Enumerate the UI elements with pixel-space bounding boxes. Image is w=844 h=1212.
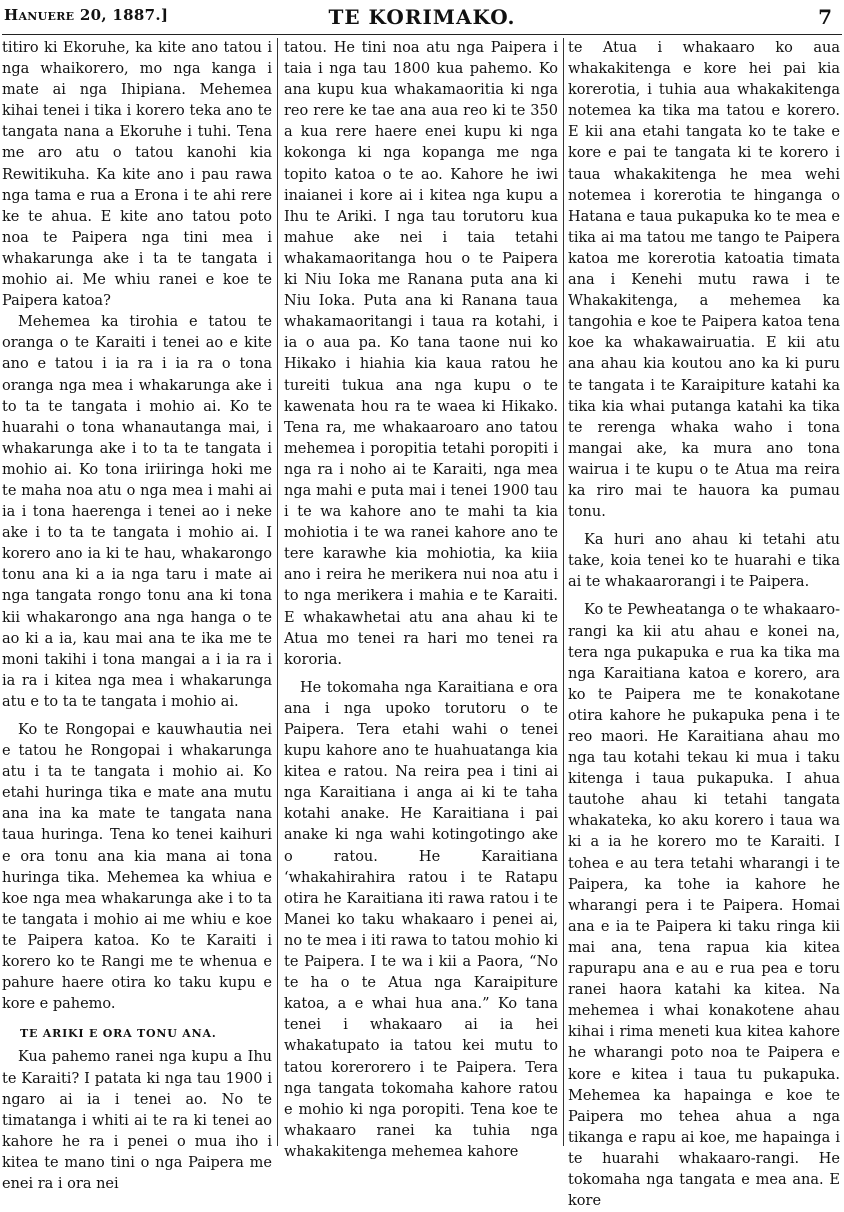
article-paragraph: Ka huri ano ahau ki tetahi atu take, koia tenei ko te huarahi e tika ai te whakaarorangi i te Paipera. bbox=[568, 532, 840, 591]
page-number: 7 bbox=[818, 5, 832, 29]
column-divider bbox=[563, 38, 564, 1146]
text-column-3 bbox=[568, 38, 840, 1210]
article-paragraph: titiro ki Ekoruhe, ka kite ano tatou i nga whaikorero, mo nga kanga i mate ai nga Ihipiana. Mehemea kihai tenei i tika i korero teka ano te tangata nana a Ekoruhe i tuhi. Tena me aro atu o tatou kanohi kia Rewitikuha. Ka kite ano i pau rawa nga tama e rua a Erona i te ahi rere ke te ahua. E kite ano tatou poto noa te Paipera nga tini mea i whakarunga ake i ta te tangata i mohio ai. Me whiu ranei e koe te Paipera katoa? bbox=[2, 40, 272, 310]
text-column-2 bbox=[284, 38, 558, 1160]
article-paragraph: Ko te Pewheatanga o te whakaaro-rangi ka kii atu ahau e konei na, tera nga pukapuka e rua ka tika ma nga Karaitiana katoa e korero, ara ko te Paipera me te konakotane otira kahore he pukapuka pena i te reo maori. He Karaitiana ahau mo nga tau kotahi tekau ki mua i taku kitenga i taua pukapuka. I ahua tautohe ahau ki tetahi tangata whakateka, ko aku korero i taua wa ki a ia he korero mo te Karaiti. I tohea e au tera tetahi wharangi i te Paipera, ka tohe ia kahore he wharangi pera i te Paipera. Homai ana e ia te Paipera ki taku ringa kii mai ana, tena rapua kia kitea rapurapu ana e au e rua pea e toru ranei haora katahi ka kitea. Na mehemea i whai konakotene ahau kihai i rima meneti kua kitea kahore he wharangi poto noa te Paipera e kore e kitea i taua tu pukapuka. Mehemea ka hapainga e koe te Paipera mo tehea ahua a nga tikanga e rapu ai koe, me hapainga i te huarahi whakaaro-rangi. He tokomaha nga tangata e mea ana. E kore bbox=[568, 602, 840, 1210]
column-divider bbox=[277, 38, 278, 1146]
article-paragraph: tatou. He tini noa atu nga Paipera i taia i nga tau 1800 kua pahemo. Ko ana kupu kua whakamaoritia ki nga reo rere ke tae ana aua reo ki te 350 a kua rere haere enei kupu ki nga kokonga ki nga kopanga me nga topito katoa o te ao. Kahore he iwi inaianei i kore ai i kitea nga kupu a Ihu te Ariki. I nga tau torutoru kua mahue ake nei i taia tetahi whakamaoritanga hou o te Paipera ki Niu Ioka me Ranana puta ana ki Niu Ioka. Puta ana ki Ranana taua whakamaoritangi i taua ra kotahi, i ia o aua pa. Ko tana taone nui ko Hikako i hiahia kia kaua ratou he tureiti tukua ana nga kupu o te kawenata hou ra te waea ki Hikako. Tena ra, me whakaaroaro ano tatou mehemea i poropitia tetahi poropiti i nga ra i noho ai te Karaiti, nga mea nga mahi e puta mai i tenei 1900 tau i te wa kahore ano te mahi ta kia mohiotia i te wa ranei kahore ano te tere karawhe kia mohiotia, ka kiia ano i reira he merikera nui noa atu i to nga merikera i mahia e te Karaiti. E whakawhetai atu ana ahau ki te Atua mo tenei ra hari mo tenei ra kororia. bbox=[284, 40, 558, 668]
article-paragraph: Kua pahemo ranei nga kupu a Ihu te Karaiti? I patata ki nga tau 1900 i ngaro ai ia i tenei ao. No te timatanga i whiti ai te ra ki tenei ao kahore he ra i penei o mua iho i kitea te mano tini o nga Paipera me enei ra i ora nei bbox=[2, 1049, 272, 1192]
article-paragraph: Mehemea ka tirohia e tatou te oranga o te Karaiti i tenei ao e kite ano e tatou i ia ra i ia ra o tona oranga nga mea i whakarunga ake i to ta te tangata i mohio ai. Ko te huarahi o tona whanautanga mai, i whakarunga ake i to ta te tangata i mohio ai. Ko tona iriiringa hoki me te maha noa atu o nga mea i mahi ai ia i tona haerenga i tenei ao i neke ake i to ta te tangata i mohio ai. I korero ano ia ki te hau, whakarongo tonu ana ki a ia nga taru i mate ai nga tangata rongo tonu ana ki tona kii whakarongo ana nga hanga o te ao ki a ia, kau mai ana te ika me te moni takihi i tona mangai a i ia ra i ia ra i kitea nga mea i whakarunga atu e to ta te tangata i mohio ai. bbox=[2, 314, 272, 710]
masthead-title: TE KORIMAKO. bbox=[328, 5, 516, 29]
article-paragraph: He tokomaha nga Karaitiana e ora ana i nga upoko torutoru o te Paipera. Tera etahi wahi o tenei kupu kahore ano te huahuatanga kia kitea e ratou. Na reira pea i tini ai nga Karaitiana i anga ai ki te taha kotahi anake. He Karaitiana i pai anake ki nga wahi kotingotingo ake o ratou. He Karaitiana ‘whakahirahira ratou i te Ratapu otira he Karaitiana iti rawa ratou i te Manei ko taku whakaaro i penei ai, no te mea i iti rawa to tatou mohio ki te Paipera. I te wa i kii a Paora, “No te ha o te Atua nga Karaipiture katoa, a e whai hua ana.” Ko tana tenei i whakaaro ai ia hei whakatupato ia tatou kei mutu to tatou korerorero i te Paipera. Tera nga tangata tokomaha kahore ratou e mohio ki nga poropiti. Tena koe te whakaaro ranei ka tuhia nga whakakitenga mehemea kahore bbox=[284, 679, 558, 1160]
issue-date: Hanuere 20, 1887.] bbox=[4, 6, 169, 24]
section-heading: TE ARIKI E ORA TONU ANA. bbox=[20, 1027, 217, 1041]
article-paragraph: te Atua i whakaaro ko aua whakakitenga e kore hei pai kia korerotia, i tuhia aua whakakitenga notemea ka tika ma tatou e korero. E kii ana etahi tangata ko te take e kore e pai te tangata ki te korero i taua whakakitenga he mea wehi notemea i korerotia te hinganga o Hatana e taua pukapuka ko te mea e tika ai ma tatou me tango te Paipera katoa me korerotia katoatia timata ana i Kenehi mutu rawa i te Whakakitenga, a mehemea ka tangohia e koe te Paipera katoa tena koe ka whakawairuatia. E kii atu ana ahau kia koutou ano ka ki puru te tangata i te Karaipiture katahi ka tika kia whai putanga katahi ka tika te rerenga whaka waho i tona mangai ake, ka mura ano tona wairua i te kupu o te Atua ma reira ka riro mai te hauora ka pumau tonu. bbox=[568, 40, 840, 521]
header-rule bbox=[2, 34, 842, 35]
article-paragraph: Ko te Rongopai e kauwhautia nei e tatou he Rongopai i whakarunga atu i ta te tangata i mohio ai. Ko etahi huringa tika e mate ana mutu ana ina ka mate te tangata nana taua huringa. Tena ko tenei kaihuri e ora tonu ana kia mana ai tona huringa tika. Mehemea ka whiua e koe nga mea whakarunga ake i to ta te tangata i mohio ai me whiu e koe te Paipera katoa. Ko te Karaiti i korero ko te Rangi me te whenua e pahure haere otira ko taku kupu e kore e pahemo. bbox=[2, 722, 272, 1013]
text-column-1 bbox=[2, 38, 272, 1192]
page-header bbox=[0, 0, 844, 38]
